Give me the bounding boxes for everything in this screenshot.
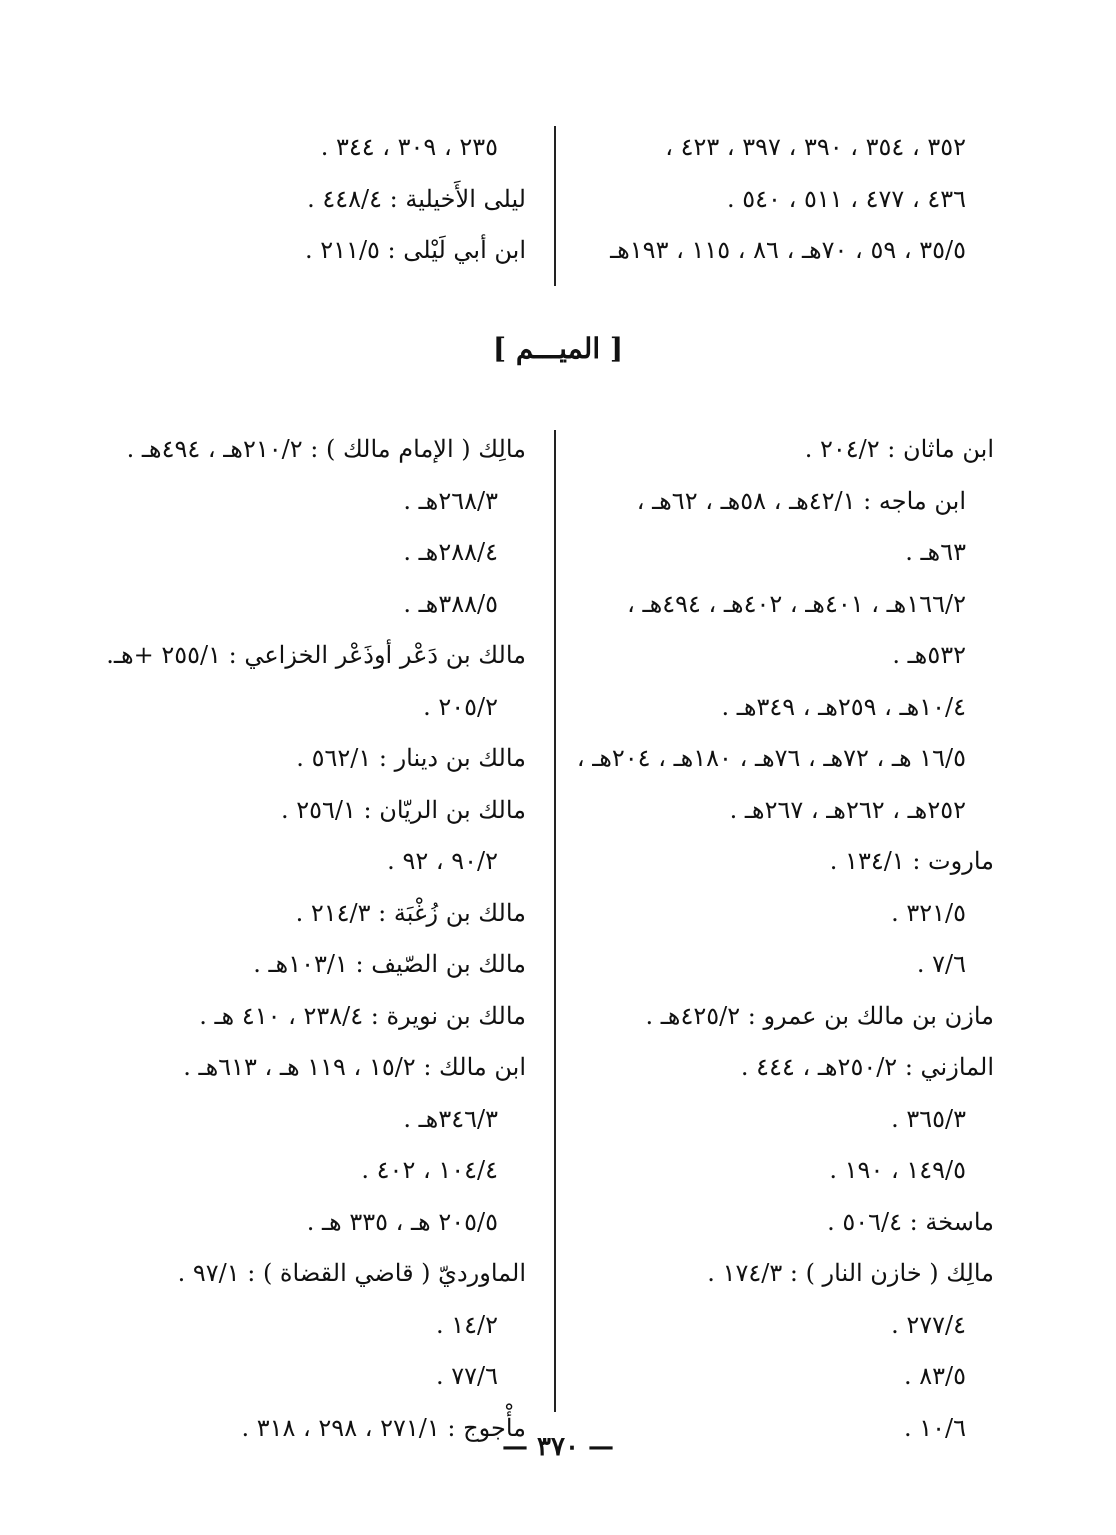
index-entry: ابن ماثان : ٢٠٤/٢ . [804,435,994,463]
index-entry: ١٦/٥ هـ ، ٧٢هـ ، ٧٦هـ ، ١٨٠هـ ، ٢٠٤هـ ، [576,744,966,772]
index-entry: ٣٤٦/٣هـ . [403,1104,498,1133]
index-entry: مالِك ( الإمام مالك ) : ٢١٠/٢هـ ، ٤٩٤هـ . [126,435,526,463]
index-entry: ابن أبي لَيْلى : ٢١١/٥ . [305,236,526,264]
index-entry: ٨٣/٥ . [903,1362,966,1390]
index-entry: مالك بن نويرة : ٢٣٨/٤ ، ٤١٠ هـ . [199,1001,526,1030]
index-entry: مالِك ( خازن النار ) : ١٧٤/٣ . [707,1259,994,1287]
index-entry: الماورديّ ( قاضي القضاة ) : ٩٧/١ . [177,1259,526,1287]
index-entry: ٣٥٢ ، ٣٥٤ ، ٣٩٠ ، ٣٩٧ ، ٤٢٣ ، [665,133,966,161]
index-entry: ٣٦٥/٣ . [891,1104,966,1133]
index-entry: ١٠/٦ . [903,1413,966,1442]
index-entry: مالك بن دينار : ٥٦٢/١ . [296,744,526,772]
index-entry: مازن بن مالك بن عمرو : ٤٢٥/٢هـ . [645,1001,994,1030]
index-entry: ٢٥٢هـ ، ٢٦٢هـ ، ٢٦٧هـ . [729,795,966,824]
index-entry: ٣٢١/٥ . [891,898,966,927]
index-entry: ٣٥/٥ ، ٥٩ ، ٧٠هـ ، ٨٦ ، ١١٥ ، ١٩٣هـ [610,236,966,264]
index-entry: ٢٦٨/٣هـ . [403,486,498,515]
index-entry: ٢٠٥/٢ . [423,692,498,721]
index-entry: ١٠/٤هـ ، ٢٥٩هـ ، ٣٤٩هـ . [721,692,966,721]
index-entry: ١٤٩/٥ ، ١٩٠ . [829,1156,966,1184]
index-entry: مأْجوج : ٢٧١/١ ، ٢٩٨ ، ٣١٨ . [241,1413,526,1442]
index-entry: ١٠٤/٤ ، ٤٠٢ . [361,1156,498,1184]
index-entry: ٤٣٦ ، ٤٧٧ ، ٥١١ ، ٥٤٠ . [727,184,966,213]
index-entry: ٥٣٢هـ . [892,641,966,669]
index-entry: ٢٧٧/٤ . [891,1310,966,1339]
top-left-column [86,122,526,277]
main-right-column [574,424,994,1454]
index-entry: مالك بن الريّان : ٢٥٦/١ . [280,795,526,824]
index-entry: مالك بن زُغْبَة : ٢١٤/٣ . [295,898,526,927]
main-left-column [46,424,526,1454]
index-entry: مالك بن دَعْر أوذَعْر الخزاعي : ٢٥٥/١ +هـ. [106,641,526,669]
index-entry: ٧٧/٦ . [435,1362,498,1390]
index-entry: ٦٣هـ . [905,538,966,566]
main-column-divider [554,430,556,1412]
index-entry: المازني : ٢٥٠/٢هـ ، ٤٤٤ . [740,1053,994,1081]
index-entry: ماروت : ١٣٤/١ . [829,847,994,875]
index-entry: ٩٠/٢ ، ٩٢ . [387,847,498,875]
page-number: — ٣٧٠ — [501,1432,615,1462]
index-entry: ٢٠٥/٥ هـ ، ٣٣٥ هـ . [306,1207,498,1236]
index-entry: ليلى الأَخيلية : ٤٤٨/٤ . [307,184,526,213]
index-entry: مالك بن الصّيف : ١٠٣/١هـ . [253,950,526,978]
section-heading: [ الميـــم ] [492,332,624,365]
index-entry: ١٦٦/٢هـ ، ٤٠١هـ ، ٤٠٢هـ ، ٤٩٤هـ ، [627,589,966,618]
top-column-divider [554,126,556,286]
index-entry: ابن مالك : ١٥/٢ ، ١١٩ هـ ، ٦١٣هـ . [183,1053,526,1081]
index-entry: ٣٨٨/٥هـ . [403,589,498,618]
index-entry: ابن ماجه : ٤٢/١هـ ، ٥٨هـ ، ٦٢هـ ، [636,486,966,515]
top-right-column [556,122,966,277]
index-entry: ٢٣٥ ، ٣٠٩ ، ٣٤٤ . [320,133,498,161]
index-entry: ماسخة : ٥٠٦/٤ . [827,1207,994,1236]
index-entry: ٧/٦ . [916,950,966,978]
index-entry: ١٤/٢ . [435,1310,498,1339]
index-entry: ٢٨٨/٤هـ . [403,538,498,566]
